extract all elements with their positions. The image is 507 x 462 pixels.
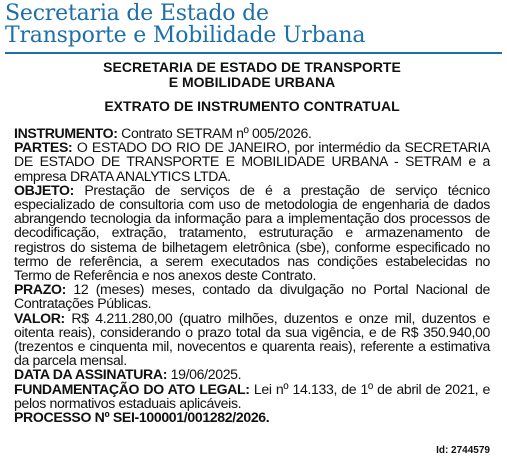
field-data-assinatura <box>14 367 490 381</box>
organization-line-2: E MOBILIDADE URBANA <box>168 74 336 90</box>
publication-id: Id: 2744579 <box>436 445 490 456</box>
organization-line-1: SECRETARIA DE ESTADO DE TRANSPORTE <box>103 59 401 75</box>
field-label: OBJETO: <box>14 181 74 198</box>
field-label: FUNDAMENTAÇÃO DO ATO LEGAL: <box>14 380 250 397</box>
field-label: DATA DA ASSINATURA: <box>14 366 168 383</box>
field-text: 12 (meses) meses, contado da divulgação no Portal Nacional de Contratações Públicas. <box>14 281 490 312</box>
field-valor <box>14 311 490 368</box>
field-label: VALOR: <box>14 309 65 326</box>
field-prazo <box>14 282 490 310</box>
field-text: R$ 4.211.280,00 (quatro milhões, duzentos e onze mil, duzentos e oitenta reais), considerando o prazo total da sua vigência, e de R$ 350.940,00 (trezentos e cinquenta mil, novecentos e quarenta reais), referente a estimativa da parcela mensal. <box>14 309 490 369</box>
section-header-line-1: Secretaria de Estado de <box>5 1 269 26</box>
field-fundamentacao <box>14 382 490 410</box>
field-partes <box>14 140 490 183</box>
field-instrumento <box>14 126 490 140</box>
document-body <box>14 126 490 424</box>
field-text: Lei nº 14.133, de 1º de abril de 2021, e pelos normativos estaduais aplicáveis. <box>14 380 490 411</box>
field-processo <box>14 410 490 424</box>
field-objeto <box>14 183 490 282</box>
section-header <box>5 3 502 47</box>
field-label: PROCESSO Nº SEI-100001/001282/2026. <box>14 409 270 426</box>
header-divider <box>5 52 502 54</box>
section-header-line-2: Transporte e Mobilidade Urbana <box>5 23 366 48</box>
field-label: INSTRUMENTO: <box>14 125 118 141</box>
issuing-organization <box>14 60 490 90</box>
field-text: 19/06/2025. <box>167 366 242 383</box>
field-label: PRAZO: <box>14 281 66 298</box>
document-title: EXTRATO DE INSTRUMENTO CONTRATUAL <box>104 98 400 114</box>
contract-extract <box>14 57 490 424</box>
field-text: Contrato SETRAM nº 005/2026. <box>117 125 312 141</box>
field-text: Prestação de serviços de é a prestação de serviço técnico especializado de consultoria com uso de metodologia de engenharia de dados abrangendo tecnologia da informação para a implementação dos processos de decodificação, extração, tratamento, estruturação e armazenamento de registros do sistema de bilhetagem eletrônica (sbe), conforme especificado no termo de referência, a serem executados nas condições estabelecidas no Termo de Referência e nos anexos deste Contrato. <box>14 181 490 284</box>
field-text: O ESTADO DO RIO DE JANEIRO, por intermédio da SECRETARIA DE ESTADO DE TRANSPORTE E MOBILIDADE URBANA - SETRAM e a empresa DRATA ANALYTICS LTDA. <box>14 139 490 184</box>
field-label: PARTES: <box>14 139 73 156</box>
